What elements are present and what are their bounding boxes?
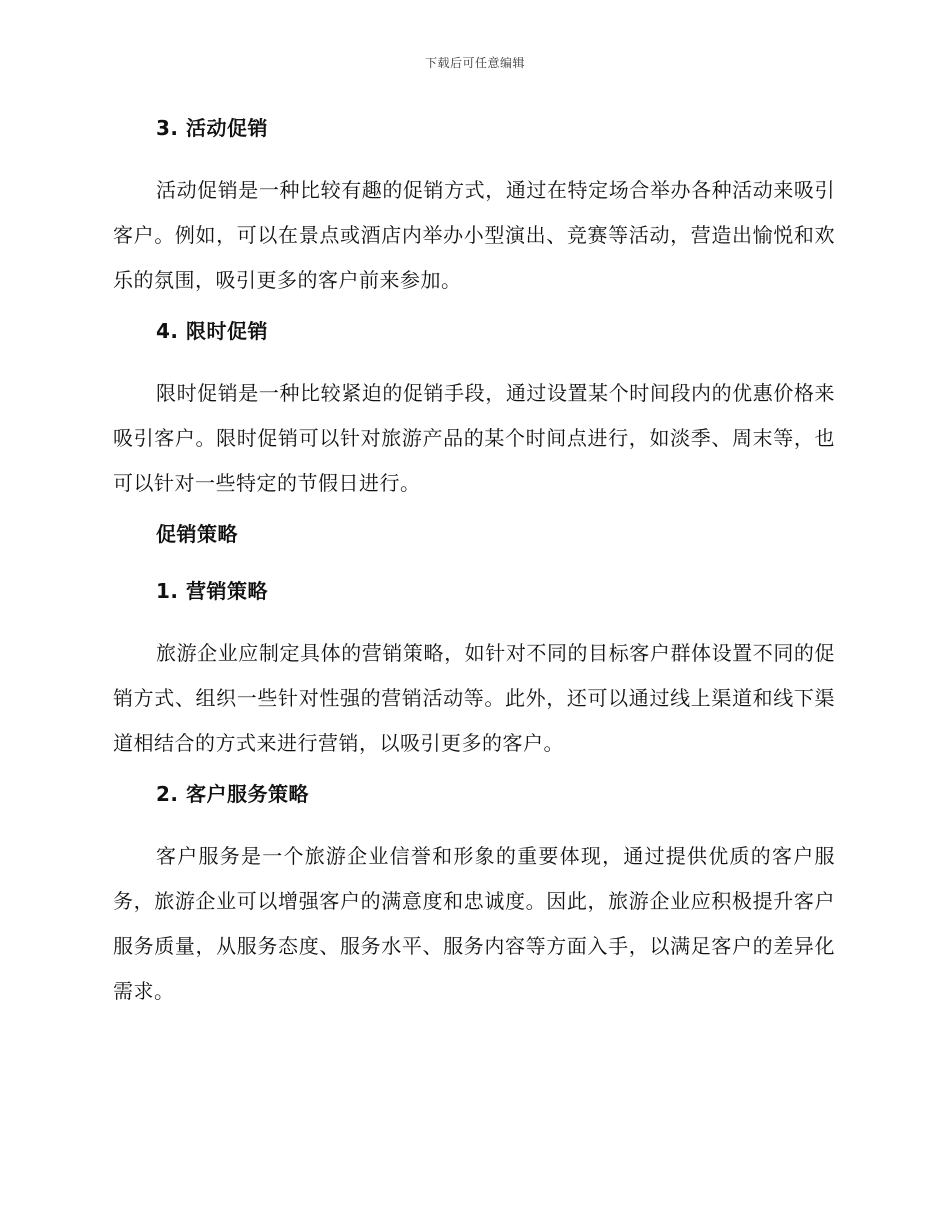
section-heading-promotion-strategy: 促销策略 (156, 522, 238, 546)
section-heading-customer-service-strategy: 2. 客户服务策略 (156, 782, 309, 806)
paragraph-marketing-strategy: 旅游企业应制定具体的营销策略，如针对不同的目标客户群体设置不同的促销方式、组织一些针对性强的营销活动等。此外，还可以通过线上渠道和线下渠道相结合的方式来进行营销，以吸引更多的客户。 (113, 641, 835, 755)
paragraph-activity-promotion: 活动促销是一种比较有趣的促销方式，通过在特定场合举办各种活动来吸引客户。例如，可以在景点或酒店内举办小型演出、竞赛等活动，营造出愉悦和欢乐的氛围，吸引更多的客户前来参加。 (113, 178, 835, 292)
paragraph-customer-service-strategy: 客户服务是一个旅游企业信誉和形象的重要体现，通过提供优质的客户服务，旅游企业可以增强客户的满意度和忠诚度。因此，旅游企业应积极提升客户服务质量，从服务态度、服务水平、服务内容等方面入手，以满足客户的差异化需求。 (113, 844, 835, 1003)
page-header: 下载后可任意编辑 (424, 56, 525, 70)
paragraph-limited-time-promotion: 限时促销是一种比较紧迫的促销手段，通过设置某个时间段内的优惠价格来吸引客户。限时促销可以针对旅游产品的某个时间点进行，如淡季、周末等，也可以针对一些特定的节假日进行。 (113, 381, 835, 495)
section-heading-activity-promotion: 3. 活动促销 (156, 116, 268, 140)
section-heading-limited-time-promotion: 4. 限时促销 (156, 319, 268, 343)
document-body (113, 112, 835, 1014)
section-heading-marketing-strategy: 1. 营销策略 (156, 579, 268, 603)
